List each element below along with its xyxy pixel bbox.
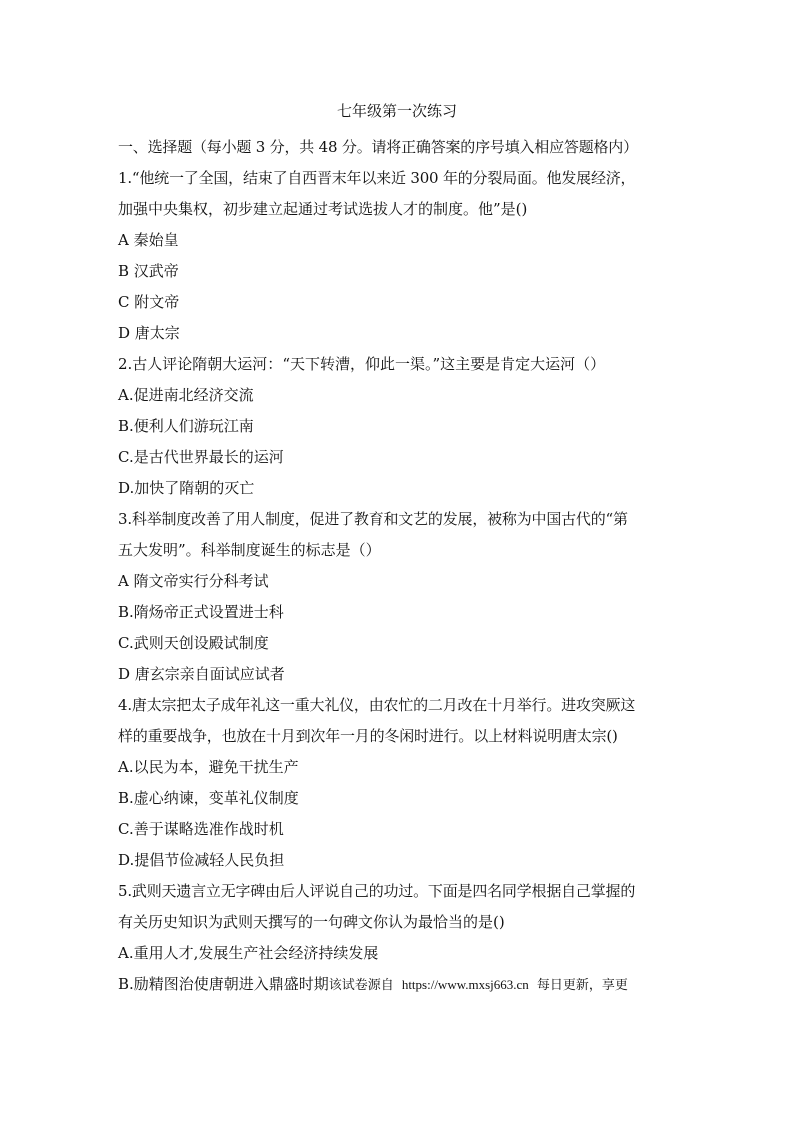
- question-1-option-b: B 汉武帝: [118, 262, 179, 280]
- section-heading: 一、选择题（每小题 3 分，共 48 分。请将正确答案的序号填入相应答题格内）: [118, 138, 638, 156]
- question-4-stem-cont: 样的重要战争，也放在十月到次年一月的冬闲时进行。以上材料说明唐太宗(): [118, 727, 618, 745]
- question-4-option-a: A.以民为本，避免干扰生产: [118, 758, 299, 776]
- question-2-option-c: C.是古代世界最长的运河: [118, 448, 284, 466]
- question-4-option-b: B.虚心纳谏，变革礼仪制度: [118, 789, 299, 807]
- question-2-option-b: B.便利人们游玩江南: [118, 417, 254, 435]
- page-title: 七年级第一次练习: [336, 102, 457, 120]
- question-5-option-a: A.重用人才,发展生产社会经济持续发展: [118, 944, 379, 962]
- question-content: [118, 132, 678, 1000]
- question-5-option-b-line: [118, 969, 678, 1000]
- question-1-option-a: A 秦始皇: [118, 231, 179, 249]
- update-note: 每日更新，享更: [536, 978, 628, 993]
- question-3-option-b: B.隋炀帝正式设置进士科: [118, 603, 284, 621]
- question-1-option-d: D 唐太宗: [118, 324, 180, 342]
- question-4-option-c: C.善于谋略选准作战时机: [118, 820, 284, 838]
- question-3-option-d: D 唐玄宗亲自面试应试者: [118, 665, 285, 683]
- question-5-stem-cont: 有关历史知识为武则天撰写的一句碑文你认为最恰当的是(): [118, 913, 505, 931]
- question-4-stem: 4.唐太宗把太子成年礼这一重大礼仪，由农忙的二月改在十月举行。进攻突厥这: [118, 696, 636, 714]
- question-5-option-b: B.励精图治使唐朝进入鼎盛时期: [118, 975, 329, 993]
- question-3-option-a: A 隋文帝实行分科考试: [118, 572, 269, 590]
- source-url-link[interactable]: https://www.mxsj663.cn: [401, 977, 529, 992]
- question-5-stem: 5.武则天遗言立无字碑由后人评说自己的功过。下面是四名同学根据自己掌握的: [118, 882, 636, 900]
- question-2-option-a: A.促进南北经济交流: [118, 386, 254, 404]
- question-2-stem: 2.古人评论隋朝大运河：“天下转漕，仰此一渠。”这主要是肯定大运河（）: [118, 355, 606, 373]
- question-3-stem: 3.科举制度改善了用人制度，促进了教育和文艺的发展，被称为中国古代的“第: [118, 510, 628, 528]
- question-1-stem-cont: 加强中央集权，初步建立起通过考试选拔人才的制度。他”是(): [118, 200, 528, 218]
- question-1-option-c: C 附文帝: [118, 293, 180, 311]
- question-4-option-d: D.提倡节俭减轻人民负担: [118, 851, 285, 869]
- question-1-stem: 1.“他统一了全国，结束了自西晋末年以来近 300 年的分裂局面。他发展经济，: [118, 169, 636, 187]
- question-3-option-c: C.武则天创设殿试制度: [118, 634, 269, 652]
- source-note: 该试卷源自: [328, 978, 394, 993]
- question-2-option-d: D.加快了隋朝的灭亡: [118, 479, 255, 497]
- question-3-stem-cont: 五大发明”。科举制度诞生的标志是（）: [118, 541, 381, 559]
